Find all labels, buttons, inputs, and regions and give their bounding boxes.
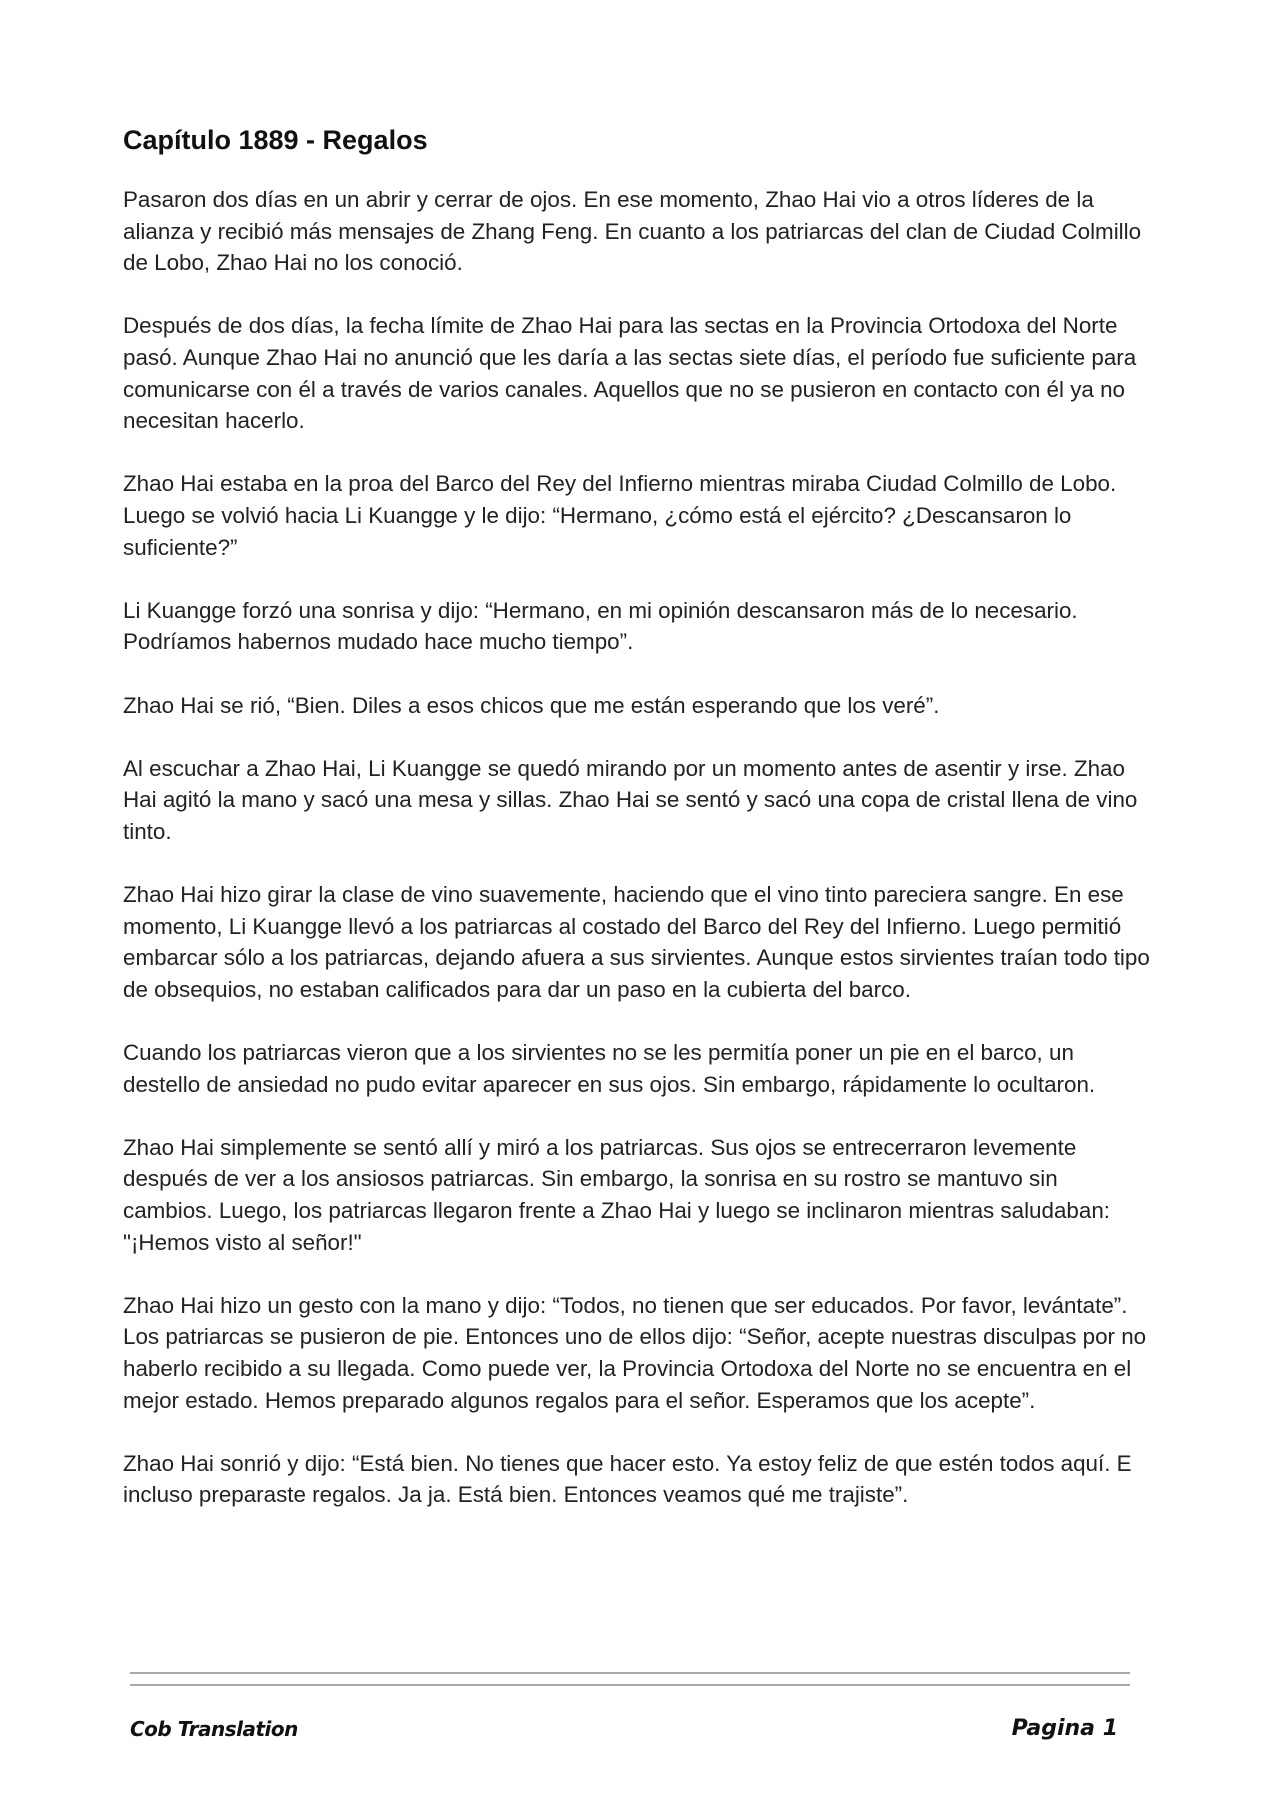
paragraph: Pasaron dos días en un abrir y cerrar de ojos. En ese momento, Zhao Hai vio a otros líderes de la alianza y recibió más mensajes de Zhang Feng. En cuanto a los patriarcas del clan de Ciudad Colmillo de Lobo, Zhao Hai no los conoció. xyxy=(123,187,1142,276)
document-body xyxy=(123,122,1153,1543)
footer-translator-credit: Cob Translation xyxy=(130,1717,298,1741)
paragraph: Zhao Hai sonrió y dijo: “Está bien. No tienes que hacer esto. Ya estoy feliz de que estén todos aquí. E incluso preparaste regalos. Ja ja. Está bien. Entonces veamos qué me trajiste”. xyxy=(123,1450,1132,1508)
footer-divider xyxy=(130,1672,1130,1674)
paragraph: Después de dos días, la fecha límite de Zhao Hai para las sectas en la Provincia Ortodoxa del Norte pasó. Aunque Zhao Hai no anunció que les daría a las sectas siete días, el período fue suficiente para comunicarse con él a través de varios canales. Aquellos que no se pusieron en contacto con él ya no necesitan hacerlo. xyxy=(123,313,1137,434)
paragraph: Zhao Hai hizo girar la clase de vino suavemente, haciendo que el vino tinto pareciera sangre. En ese momento, Li Kuangge llevó a los patriarcas al costado del Barco del Rey del Infierno. Luego permitió embarcar sólo a los patriarcas, dejando afuera a sus sirvientes. Aunque estos sirvientes traían todo tipo de obsequios, no estaban calificados para dar un paso en la cubierta del barco. xyxy=(123,882,1150,1002)
paragraph: Cuando los patriarcas vieron que a los sirvientes no se les permitía poner un pie en el barco, un destello de ansiedad no pudo evitar aparecer en sus ojos. Sin embargo, rápidamente lo ocultaron. xyxy=(123,1040,1096,1097)
paragraph: Zhao Hai estaba en la proa del Barco del Rey del Infierno mientras miraba Ciudad Colmillo de Lobo. Luego se volvió hacia Li Kuangge y le dijo: “Hermano, ¿cómo está el ejército? ¿Descansaron lo suficiente?” xyxy=(123,471,1117,560)
paragraph: Li Kuangge forzó una sonrisa y dijo: “Hermano, en mi opinión descansaron más de lo necesario. Podríamos habernos mudado hace mucho tiempo”. xyxy=(123,597,1078,655)
paragraph: Al escuchar a Zhao Hai, Li Kuangge se quedó mirando por un momento antes de asentir y irse. Zhao Hai agitó la mano y sacó una mesa y sillas. Zhao Hai se sentó y sacó una copa de cristal llena de vino tinto. xyxy=(123,755,1138,844)
paragraph: Zhao Hai hizo un gesto con la mano y dijo: “Todos, no tienen que ser educados. Por favor, levántate”. Los patriarcas se pusieron de pie. Entonces uno de ellos dijo: “Señor, acepte nuestras disculpas por no haberlo recibido a su llegada. Como puede ver, la Provincia Ortodoxa del Norte no se encuentra en el mejor estado. Hemos preparado algunos regalos para el señor. Esperamos que los acepte”. xyxy=(123,1292,1147,1413)
chapter-title: Capítulo 1889 - Regalos xyxy=(123,125,428,155)
footer-page-number: Pagina 1 xyxy=(1011,1716,1118,1741)
paragraph: Zhao Hai simplemente se sentó allí y miró a los patriarcas. Sus ojos se entrecerraron levemente después de ver a los ansiosos patriarcas. Sin embargo, la sonrisa en su rostro se mantuvo sin cambios. Luego, los patriarcas llegaron frente a Zhao Hai y luego se inclinaron mientras saludaban: "¡Hemos visto al señor!" xyxy=(123,1134,1110,1255)
footer-divider xyxy=(130,1684,1130,1686)
paragraph: Zhao Hai se rió, “Bien. Diles a esos chicos que me están esperando que los veré”. xyxy=(123,692,940,718)
